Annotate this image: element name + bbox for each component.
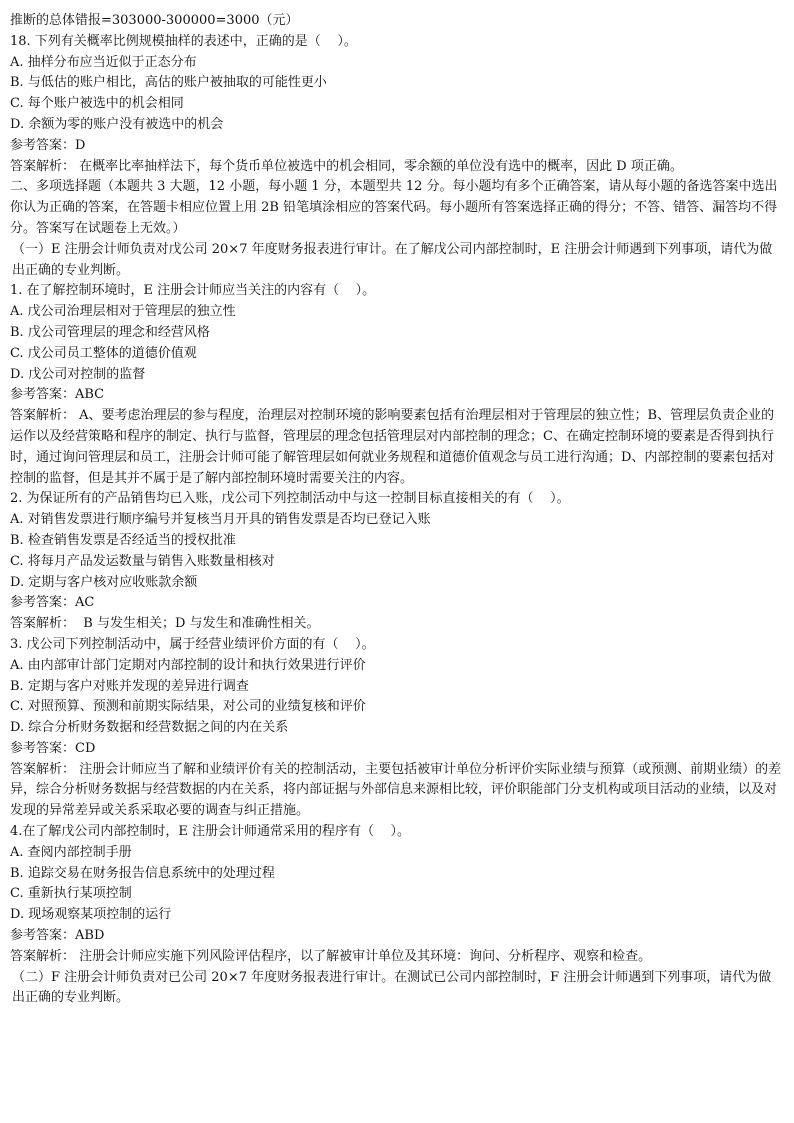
question-18: 18. 下列有关概率比例规模抽样的表述中，正确的是（ ）。 bbox=[10, 33, 357, 49]
q1-option-d: D. 戊公司对控制的监督 bbox=[10, 366, 146, 382]
q4-option-c: C. 重新执行某项控制 bbox=[10, 886, 132, 902]
case-2-intro: （二）F 注册会计师负责对已公司 20×7 年度财务报表进行审计。在测试已公司内部控制时，F 注册会计师遇到下列事项，请代为做出正确的专业判断。 bbox=[12, 969, 772, 1006]
q1-option-c: C. 戊公司员工整体的道德价值观 bbox=[10, 345, 197, 361]
document-page bbox=[10, 11, 782, 1009]
question-1: 1. 在了解控制环境时，E 注册会计师应当关注的内容有（ ）。 bbox=[10, 283, 376, 299]
q3-option-c: C. 对照预算、预测和前期实际结果，对公司的业绩复核和评价 bbox=[10, 699, 366, 715]
q4-explanation: 答案解析： 注册会计师应实施下列风险评估程序，以了解被审计单位及其环境：询问、分析程序、观察和检查。 bbox=[10, 948, 652, 964]
q3-explanation: 答案解析： 注册会计师应当了解和业绩评价有关的控制活动，主要包括被审计单位分析评价实际业绩与预算（或预测、前期业绩）的差异，综合分析财务数据与经营数据的内在关系，将内部证据与外部信息来源相比较，评价职能部门分支机构或项目活动的业绩，以及对发现的异常差异或关系采取必要的调查与纠正措施。 bbox=[10, 761, 782, 819]
q3-answer: 参考答案：CD bbox=[10, 740, 96, 756]
q18-option-d: D. 余额为零的账户没有被选中的机会 bbox=[10, 116, 224, 132]
q2-option-a: A. 对销售发票进行顺序编号并复核当月开具的销售发票是否均已登记入账 bbox=[10, 512, 431, 528]
q2-answer: 参考答案：AC bbox=[10, 595, 95, 611]
section-2-heading: 二、多项选择题（本题共 3 大题，12 小题，每小题 1 分，本题型共 12 分。每小题均有多个正确答案，请从每小题的备选答案中选出你认为正确的答案，在答题卡相应位置上用 2B 铅笔填涂相应的答案代码。每小题所有答案选择正确的得分；不答、错答、漏答均不得分。答案写在试题卷上无效。） bbox=[10, 179, 778, 236]
q3-option-b: B. 定期与客户对账并发现的差异进行调查 bbox=[10, 678, 249, 694]
q18-option-c: C. 每个账户被选中的机会相同 bbox=[10, 96, 184, 112]
q4-option-d: D. 现场观察某项控制的运行 bbox=[10, 907, 172, 923]
q18-answer: 参考答案：D bbox=[10, 137, 86, 153]
q2-explanation: 答案解析： B 与发生相关；D 与发生和准确性相关。 bbox=[10, 616, 320, 632]
q2-option-b: B. 检查销售发票是否经适当的授权批准 bbox=[10, 532, 236, 548]
case-1-intro: （一）E 注册会计师负责对戊公司 20×7 年度财务报表进行审计。在了解戊公司内部控制时，E 注册会计师遇到下列事项，请代为做出正确的专业判断。 bbox=[12, 241, 773, 278]
q1-option-a: A. 戊公司治理层相对于管理层的独立性 bbox=[10, 304, 236, 320]
question-3: 3. 戊公司下列控制活动中，属于经营业绩评价方面的有（ ）。 bbox=[10, 636, 375, 652]
question-2: 2. 为保证所有的产品销售均已入账，戊公司下列控制活动中与这一控制目标直接相关的有（ ）。 bbox=[10, 491, 570, 507]
q1-option-b: B. 戊公司管理层的理念和经营风格 bbox=[10, 324, 210, 340]
q2-option-d: D. 定期与客户核对应收账款余额 bbox=[10, 574, 198, 590]
question-4: 4.在了解戊公司内部控制时，E 注册会计师通常采用的程序有（ ）。 bbox=[10, 824, 411, 840]
q4-option-a: A. 查阅内部控制手册 bbox=[10, 844, 132, 860]
q3-option-a: A. 由内部审计部门定期对内部控制的设计和执行效果进行评价 bbox=[10, 657, 366, 673]
q18-option-b: B. 与低估的账户相比，高估的账户被抽取的可能性更小 bbox=[10, 75, 327, 91]
q2-option-c: C. 将每月产品发运数量与销售入账数量相核对 bbox=[10, 553, 275, 569]
q18-explanation: 答案解析： 在概率比率抽样法下，每个货币单位被选中的机会相同，零余额的单位没有选中的概率，因此 D 项正确。 bbox=[10, 158, 683, 174]
q1-answer: 参考答案：ABC bbox=[10, 387, 105, 403]
q3-option-d: D. 综合分析财务数据和经营数据之间的内在关系 bbox=[10, 720, 289, 736]
total-misstatement-line: 推断的总体错报=303000-300000=3000（元） bbox=[10, 13, 299, 28]
q4-answer: 参考答案：ABD bbox=[10, 928, 105, 944]
q4-option-b: B. 追踪交易在财务报告信息系统中的处理过程 bbox=[10, 865, 275, 881]
q1-explanation: 答案解析： A、要考虑治理层的参与程度，治理层对控制环境的影响要素包括有治理层相对于管理层的独立性；B、管理层负责企业的运作以及经营策略和程序的制定、执行与监督，管理层的理念包括管理层对内部控制的理念；C、在确定控制环境的要素是否得到执行时，通过询问管理层和员工，注册会计师可能了解管理层如何就业务规程和道德价值观念与员工进行沟通；D、内部控制的要素包括对控制的监督，但是其并不属于是了解内部控制环境时需要关注的内容。 bbox=[10, 408, 775, 486]
q18-option-a: A. 抽样分布应当近似于正态分布 bbox=[10, 54, 197, 70]
